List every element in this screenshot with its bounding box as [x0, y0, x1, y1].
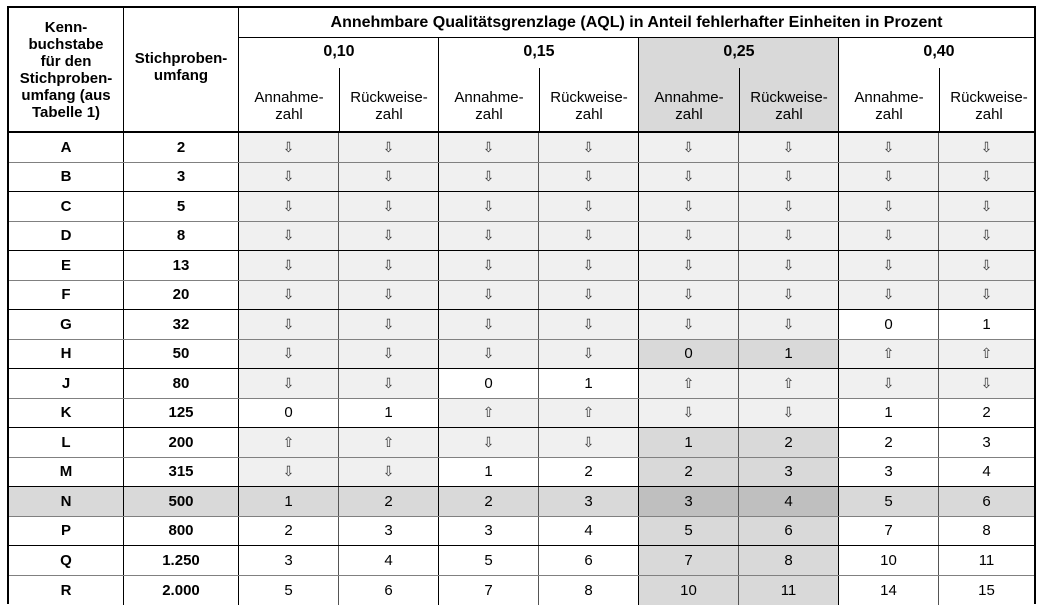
accept-number-cell: 5: [439, 546, 539, 575]
header-accept-number: Annahme- zahl: [654, 89, 724, 123]
arrow-down-icon: ⇩: [639, 192, 739, 221]
arrow-down-icon: ⇩: [439, 310, 539, 339]
arrow-down-icon: ⇩: [239, 458, 339, 487]
reject-number-cell: 4: [339, 546, 439, 575]
arrow-down-icon: ⇩: [439, 222, 539, 251]
reject-number-cell: 8: [939, 517, 1034, 546]
arrow-down-icon: ⇩: [739, 222, 839, 251]
arrow-down-icon: ⇩: [439, 192, 539, 221]
table-row: [9, 163, 1034, 193]
arrow-down-icon: ⇩: [939, 192, 1034, 221]
code-letter-cell: R: [9, 576, 124, 606]
sample-size-cell: 50: [124, 340, 239, 369]
arrow-down-icon: ⇩: [439, 281, 539, 310]
arrow-down-icon: ⇩: [439, 251, 539, 280]
header-reject-number: Rückweise- zahl: [950, 89, 1028, 123]
accept-number-cell: 2: [439, 487, 539, 516]
table-row: [9, 133, 1034, 163]
header-accept-number: Annahme- zahl: [254, 89, 324, 123]
aql-sampling-table: [7, 6, 1036, 604]
reject-number-cell: 1: [339, 399, 439, 428]
code-letter-cell: E: [9, 251, 124, 280]
arrow-down-icon: ⇩: [239, 310, 339, 339]
sample-size-cell: 800: [124, 517, 239, 546]
aql-level-label: 0,15: [523, 43, 555, 60]
sample-size-cell: 315: [124, 458, 239, 487]
arrow-down-icon: ⇩: [439, 133, 539, 162]
accept-number-cell: 0: [639, 340, 739, 369]
sample-size-cell: 13: [124, 251, 239, 280]
sample-size-cell: 32: [124, 310, 239, 339]
sample-size-cell: 3: [124, 163, 239, 192]
code-letter-cell: A: [9, 133, 124, 162]
table-row: [9, 281, 1034, 311]
arrow-down-icon: ⇩: [539, 310, 639, 339]
arrow-down-icon: ⇩: [239, 133, 339, 162]
arrow-down-icon: ⇩: [639, 163, 739, 192]
arrow-down-icon: ⇩: [539, 340, 639, 369]
arrow-down-icon: ⇩: [239, 163, 339, 192]
sample-size-cell: 2.000: [124, 576, 239, 606]
arrow-up-icon: ⇧: [239, 428, 339, 457]
arrow-down-icon: ⇩: [639, 399, 739, 428]
accept-number-cell: 2: [839, 428, 939, 457]
code-letter-cell: Q: [9, 546, 124, 575]
reject-number-cell: 6: [339, 576, 439, 606]
accept-number-cell: 0: [839, 310, 939, 339]
arrow-down-icon: ⇩: [339, 251, 439, 280]
code-letter-cell: P: [9, 517, 124, 546]
code-letter-cell: L: [9, 428, 124, 457]
arrow-down-icon: ⇩: [539, 428, 639, 457]
arrow-down-icon: ⇩: [539, 222, 639, 251]
arrow-down-icon: ⇩: [839, 281, 939, 310]
arrow-down-icon: ⇩: [339, 133, 439, 162]
sample-size-cell: 125: [124, 399, 239, 428]
arrow-up-icon: ⇧: [339, 428, 439, 457]
header-reject-number: Rückweise- zahl: [350, 89, 428, 123]
arrow-down-icon: ⇩: [939, 281, 1034, 310]
header-sample-size: Stichproben- umfang: [124, 8, 239, 131]
arrow-down-icon: ⇩: [639, 310, 739, 339]
arrow-up-icon: ⇧: [439, 399, 539, 428]
aql-level-label: 0,10: [323, 43, 355, 60]
sample-size-cell: 80: [124, 369, 239, 398]
arrow-down-icon: ⇩: [639, 133, 739, 162]
table-row: [9, 340, 1034, 370]
arrow-down-icon: ⇩: [839, 133, 939, 162]
arrow-down-icon: ⇩: [339, 310, 439, 339]
reject-number-cell: 8: [739, 546, 839, 575]
arrow-down-icon: ⇩: [639, 222, 739, 251]
arrow-down-icon: ⇩: [739, 310, 839, 339]
accept-number-cell: 3: [639, 487, 739, 516]
code-letter-cell: J: [9, 369, 124, 398]
reject-number-cell: 6: [739, 517, 839, 546]
reject-number-cell: 15: [939, 576, 1034, 606]
reject-number-cell: 2: [339, 487, 439, 516]
arrow-down-icon: ⇩: [239, 192, 339, 221]
arrow-down-icon: ⇩: [739, 251, 839, 280]
table-row: [9, 517, 1034, 547]
arrow-down-icon: ⇩: [839, 192, 939, 221]
arrow-down-icon: ⇩: [339, 340, 439, 369]
arrow-down-icon: ⇩: [939, 251, 1034, 280]
header-code-letter: Kenn- buchstabe für den Stichproben- umfang (aus Tabelle 1): [9, 8, 124, 131]
arrow-up-icon: ⇧: [639, 369, 739, 398]
accept-number-cell: 2: [239, 517, 339, 546]
table-row: [9, 369, 1034, 399]
sample-size-cell: 200: [124, 428, 239, 457]
arrow-down-icon: ⇩: [739, 281, 839, 310]
arrow-down-icon: ⇩: [339, 192, 439, 221]
arrow-down-icon: ⇩: [639, 281, 739, 310]
table-row: [9, 251, 1034, 281]
arrow-down-icon: ⇩: [739, 163, 839, 192]
arrow-down-icon: ⇩: [939, 163, 1034, 192]
table-row: [9, 458, 1034, 488]
sample-size-cell: 20: [124, 281, 239, 310]
table-row: [9, 192, 1034, 222]
sample-size-cell: 1.250: [124, 546, 239, 575]
arrow-down-icon: ⇩: [339, 222, 439, 251]
arrow-down-icon: ⇩: [539, 133, 639, 162]
code-letter-cell: F: [9, 281, 124, 310]
arrow-down-icon: ⇩: [539, 281, 639, 310]
header-aql-title: Annehmbare Qualitätsgrenzlage (AQL) in Anteil fehlerhafter Einheiten in Prozent: [239, 8, 1034, 38]
reject-number-cell: 4: [539, 517, 639, 546]
reject-number-cell: 11: [939, 546, 1034, 575]
reject-number-cell: 2: [739, 428, 839, 457]
header-accept-number: Annahme- zahl: [854, 89, 924, 123]
arrow-down-icon: ⇩: [839, 222, 939, 251]
arrow-down-icon: ⇩: [239, 369, 339, 398]
arrow-down-icon: ⇩: [439, 340, 539, 369]
arrow-down-icon: ⇩: [439, 163, 539, 192]
reject-number-cell: 3: [339, 517, 439, 546]
arrow-down-icon: ⇩: [739, 399, 839, 428]
arrow-down-icon: ⇩: [439, 428, 539, 457]
accept-number-cell: 5: [839, 487, 939, 516]
accept-number-cell: 0: [439, 369, 539, 398]
arrow-down-icon: ⇩: [539, 163, 639, 192]
arrow-down-icon: ⇩: [839, 251, 939, 280]
reject-number-cell: 2: [539, 458, 639, 487]
table-row: [9, 546, 1034, 576]
accept-number-cell: 10: [839, 546, 939, 575]
accept-number-cell: 7: [439, 576, 539, 606]
arrow-down-icon: ⇩: [739, 192, 839, 221]
reject-number-cell: 6: [539, 546, 639, 575]
arrow-down-icon: ⇩: [939, 369, 1034, 398]
code-letter-cell: D: [9, 222, 124, 251]
arrow-down-icon: ⇩: [339, 458, 439, 487]
reject-number-cell: 3: [739, 458, 839, 487]
accept-number-cell: 2: [639, 458, 739, 487]
arrow-up-icon: ⇧: [539, 399, 639, 428]
arrow-down-icon: ⇩: [339, 369, 439, 398]
table-row: [9, 399, 1034, 429]
reject-number-cell: 4: [739, 487, 839, 516]
accept-number-cell: 10: [639, 576, 739, 606]
reject-number-cell: 3: [539, 487, 639, 516]
code-letter-cell: B: [9, 163, 124, 192]
table-row: [9, 576, 1034, 606]
arrow-down-icon: ⇩: [639, 251, 739, 280]
accept-number-cell: 1: [639, 428, 739, 457]
arrow-down-icon: ⇩: [239, 251, 339, 280]
accept-number-cell: 7: [839, 517, 939, 546]
accept-number-cell: 14: [839, 576, 939, 606]
code-letter-cell: N: [9, 487, 124, 516]
accept-number-cell: 5: [239, 576, 339, 606]
header-reject-number: Rückweise- zahl: [550, 89, 628, 123]
reject-number-cell: 4: [939, 458, 1034, 487]
accept-number-cell: 3: [239, 546, 339, 575]
accept-number-cell: 5: [639, 517, 739, 546]
accept-number-cell: 3: [439, 517, 539, 546]
header-reject-number: Rückweise- zahl: [750, 89, 828, 123]
reject-number-cell: 1: [539, 369, 639, 398]
arrow-up-icon: ⇧: [739, 369, 839, 398]
reject-number-cell: 8: [539, 576, 639, 606]
arrow-down-icon: ⇩: [839, 369, 939, 398]
accept-number-cell: 7: [639, 546, 739, 575]
table-header: [9, 8, 1034, 133]
aql-level-label: 0,40: [923, 43, 955, 60]
sample-size-cell: 5: [124, 192, 239, 221]
code-letter-cell: H: [9, 340, 124, 369]
code-letter-cell: M: [9, 458, 124, 487]
arrow-down-icon: ⇩: [939, 133, 1034, 162]
arrow-up-icon: ⇧: [839, 340, 939, 369]
arrow-down-icon: ⇩: [339, 163, 439, 192]
code-letter-cell: C: [9, 192, 124, 221]
sample-size-cell: 8: [124, 222, 239, 251]
code-letter-cell: K: [9, 399, 124, 428]
arrow-down-icon: ⇩: [339, 281, 439, 310]
arrow-down-icon: ⇩: [239, 281, 339, 310]
reject-number-cell: 1: [939, 310, 1034, 339]
arrow-down-icon: ⇩: [539, 192, 639, 221]
accept-number-cell: 0: [239, 399, 339, 428]
arrow-down-icon: ⇩: [939, 222, 1034, 251]
aql-level-label: 0,25: [723, 43, 755, 60]
sample-size-cell: 2: [124, 133, 239, 162]
arrow-down-icon: ⇩: [539, 251, 639, 280]
reject-number-cell: 3: [939, 428, 1034, 457]
table-row: [9, 222, 1034, 252]
table-row: [9, 310, 1034, 340]
reject-number-cell: 2: [939, 399, 1034, 428]
sample-size-cell: 500: [124, 487, 239, 516]
arrow-up-icon: ⇧: [939, 340, 1034, 369]
arrow-down-icon: ⇩: [239, 222, 339, 251]
accept-number-cell: 1: [839, 399, 939, 428]
arrow-down-icon: ⇩: [839, 163, 939, 192]
table-row: [9, 487, 1034, 517]
accept-number-cell: 3: [839, 458, 939, 487]
arrow-down-icon: ⇩: [239, 340, 339, 369]
reject-number-cell: 1: [739, 340, 839, 369]
table-row: [9, 428, 1034, 458]
reject-number-cell: 6: [939, 487, 1034, 516]
header-accept-number: Annahme- zahl: [454, 89, 524, 123]
reject-number-cell: 11: [739, 576, 839, 606]
accept-number-cell: 1: [439, 458, 539, 487]
code-letter-cell: G: [9, 310, 124, 339]
arrow-down-icon: ⇩: [739, 133, 839, 162]
accept-number-cell: 1: [239, 487, 339, 516]
